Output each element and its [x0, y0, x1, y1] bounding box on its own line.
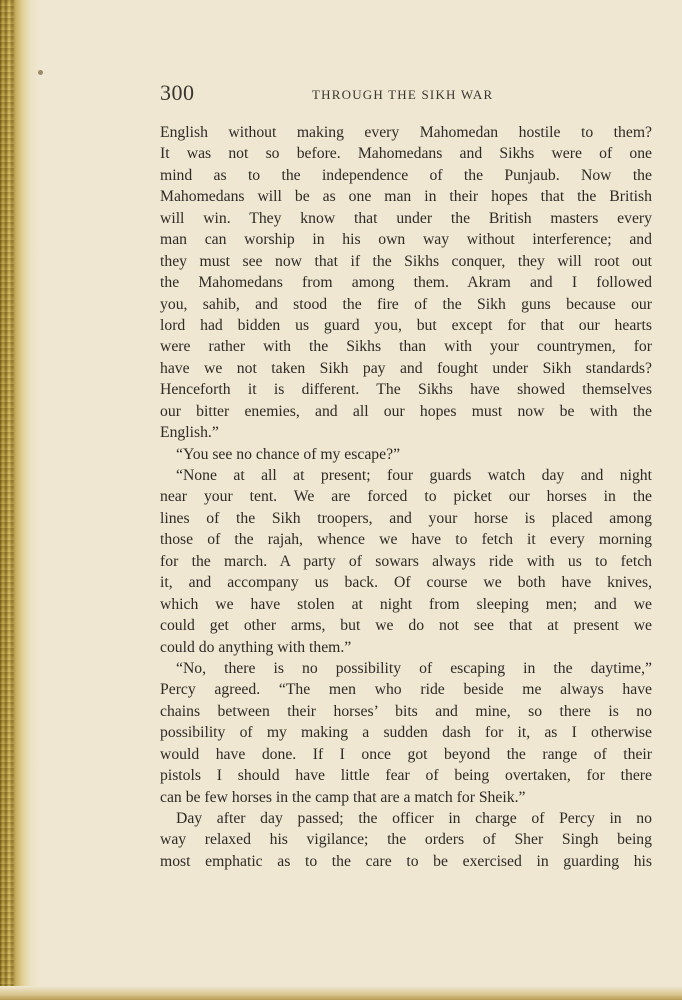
text-line: it, and accompany us back. Of course we both have knives, [160, 574, 652, 592]
text-line: could get other arms, but we do not see that at present we [160, 617, 652, 635]
text-line: Day after day passed; the officer in charge of Percy in no [176, 810, 652, 827]
text-line: the Mahomedans from among them. Akram and I followed [160, 274, 652, 292]
text-line: would have done. If I once got beyond the range of their [160, 745, 652, 763]
text-line: English without making every Mahomedan hostile to them? [160, 124, 652, 141]
running-title: THROUGH THE SIKH WAR [312, 87, 494, 102]
text-line: lines of the Sikh troopers, and your horse is placed among [160, 509, 652, 527]
text-line: Percy agreed. “The men who ride beside me always have [160, 681, 652, 699]
text-line: you, sahib, and stood the fire of the Sikh guns because our [160, 295, 652, 313]
text-line: could do anything with them.” [160, 638, 352, 656]
text-line: man can worship in his own way without interference; and [160, 231, 652, 249]
text-line: Henceforth it is different. The Sikhs have showed themselves [160, 381, 652, 399]
text-line: Mahomedans will be as one man in their hopes that the British [160, 188, 652, 206]
text-line: English.” [160, 424, 219, 442]
text-line: will win. They know that under the British masters every [160, 209, 652, 227]
page-number: 300 [160, 80, 195, 105]
text-line: lord had bidden us guard you, but except for that our hearts [160, 316, 652, 334]
text-line: they must see now that if the Sikhs conquer, they will root out [160, 252, 652, 270]
text-line: for the march. A party of sowars always ride with us to fetch [160, 552, 652, 570]
text-line: mind as to the independence of the Punjaub. Now the [160, 166, 652, 184]
text-line: near your tent. We are forced to picket our horses in the [160, 488, 652, 506]
text-line: most emphatic as to the care to be exercised in guarding his [160, 852, 652, 870]
text-line: “None at all at present; four guards watch day and night [176, 467, 652, 484]
page-bottom-edge [0, 986, 682, 1000]
book-spine-edge [0, 0, 40, 1000]
text-line: were rather with the Sikhs than with your countrymen, for [160, 338, 652, 356]
text-line: have we not taken Sikh pay and fought under Sikh standards? [160, 359, 652, 377]
text-line: those of the rajah, whence we have to fetch it every morning [160, 531, 652, 549]
text-line: way relaxed his vigilance; the orders of Sher Singh being [160, 831, 652, 849]
text-line: “You see no chance of my escape?” [176, 445, 401, 463]
text-line: It was not so before. Mahomedans and Sikhs were of one [160, 145, 652, 163]
text-line: chains between their horses’ bits and mine, so there is no [160, 702, 652, 720]
text-line: can be few horses in the camp that are a match for Sheik.” [160, 788, 526, 806]
text-line: “No, there is no possibility of escaping in the daytime,” [176, 659, 652, 677]
page-header [160, 80, 652, 108]
text-line: pistols I should have little fear of being overtaken, for there [160, 767, 652, 785]
body-text [160, 122, 652, 872]
text-line: possibility of my making a sudden dash for it, as I otherwise [160, 724, 652, 742]
text-line: our bitter enemies, and all our hopes must now be with the [160, 402, 652, 420]
text-line: which we have stolen at night from sleeping men; and we [160, 595, 652, 613]
page-speck [38, 70, 43, 75]
